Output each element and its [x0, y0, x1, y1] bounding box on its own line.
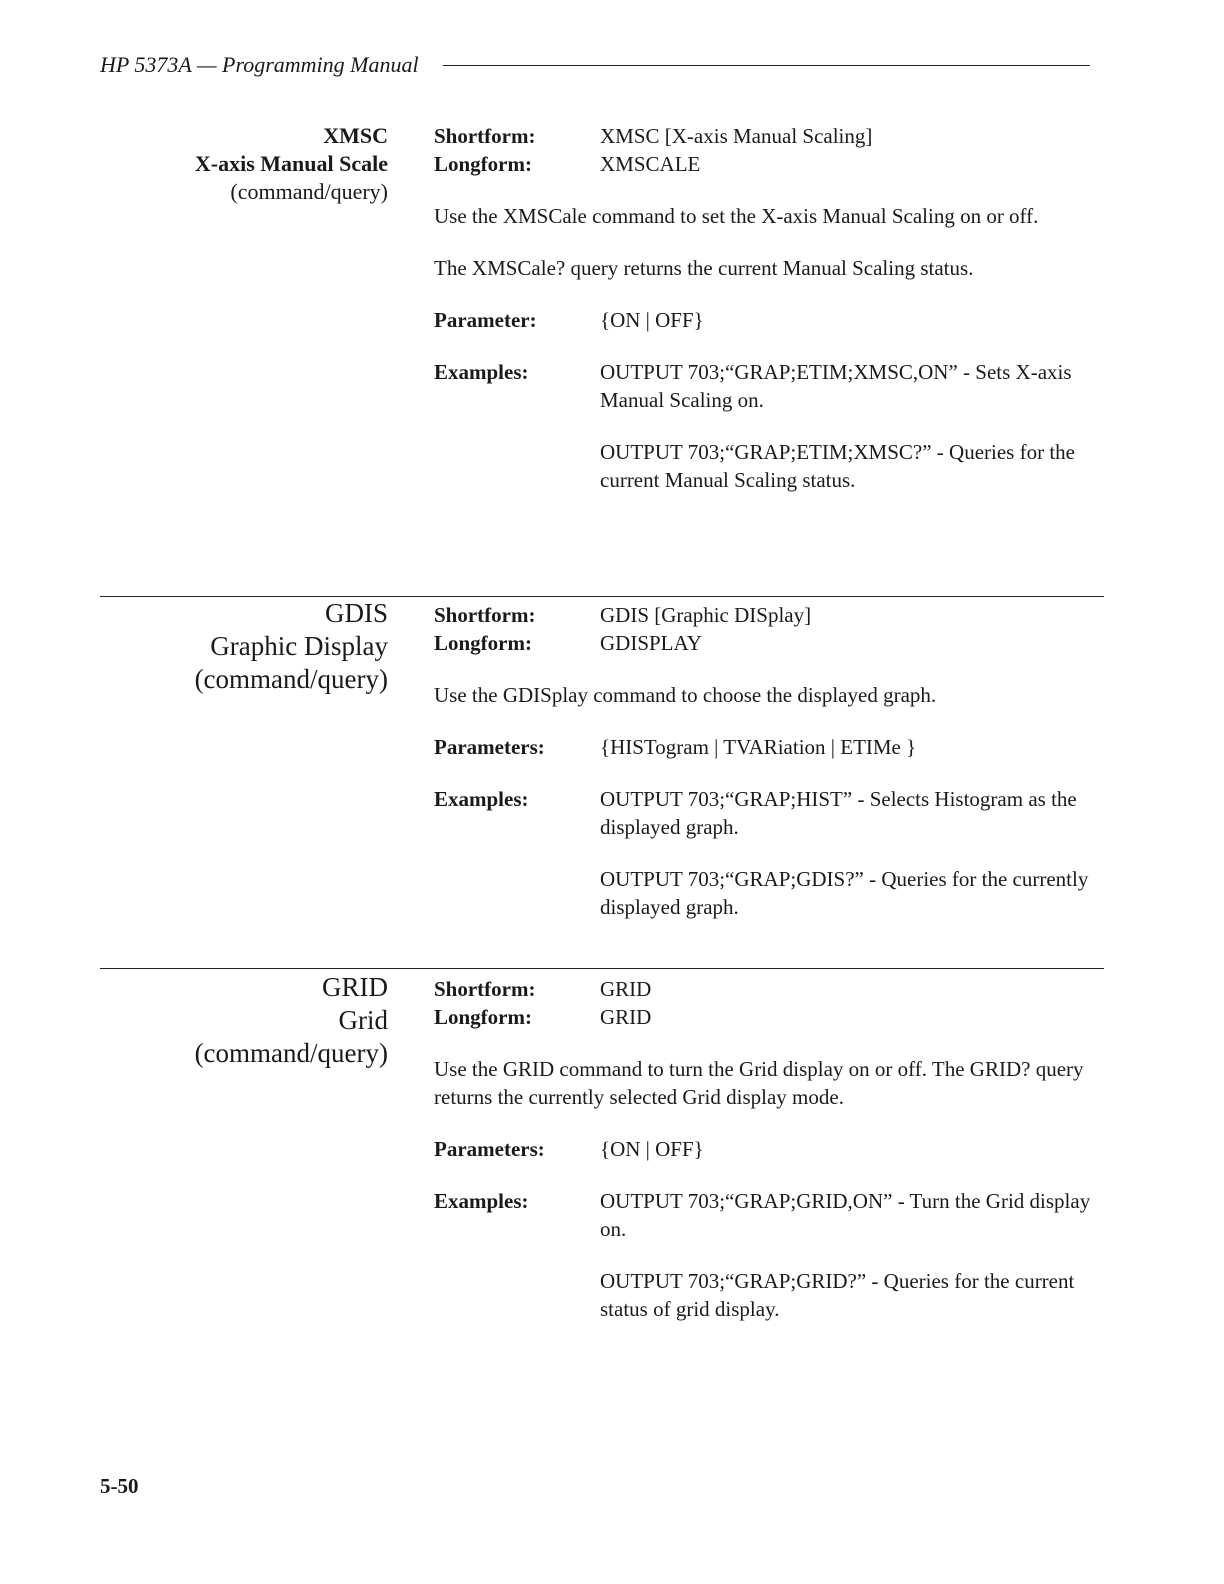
command-name: Grid: [338, 1005, 388, 1035]
command-name: Graphic Display: [210, 631, 388, 661]
section-grid: [100, 968, 1104, 1321]
parameter-value: {ON | OFF}: [600, 1137, 704, 1161]
section-label: [100, 597, 388, 696]
examples-row: [434, 785, 1104, 841]
examples-row: [434, 1187, 1104, 1243]
section-label: [100, 971, 388, 1070]
shortform-row: [434, 975, 1104, 1003]
section-label: [100, 122, 388, 206]
longform-value: GRID: [600, 1005, 652, 1029]
section-content: [434, 122, 1104, 494]
examples-row: [434, 358, 1104, 414]
longform-label: Longform:: [434, 1005, 532, 1029]
examples-label: Examples:: [434, 1189, 529, 1213]
shortform-label: Shortform:: [434, 603, 536, 627]
parameter-value: {ON | OFF}: [600, 308, 704, 332]
shortform-value: GRID: [600, 977, 652, 1001]
parameter-row: [434, 306, 1104, 334]
shortform-label: Shortform:: [434, 977, 536, 1001]
longform-value: XMSCALE: [600, 152, 701, 176]
command-mnemonic: XMSC: [323, 123, 388, 148]
example-2: OUTPUT 703;“GRAP;ETIM;XMSC?” - Queries for the current Manual Scaling status.: [600, 440, 1075, 492]
description: Use the GDISplay command to choose the displayed graph.: [434, 683, 937, 707]
shortform-value: XMSC [X-axis Manual Scaling]: [600, 124, 873, 148]
example-2: OUTPUT 703;“GRAP;GDIS?” - Queries for the currently displayed graph.: [600, 867, 1089, 919]
shortform-label: Shortform:: [434, 124, 536, 148]
longform-row: [434, 1003, 1104, 1031]
section-content: [434, 601, 1104, 921]
longform-label: Longform:: [434, 152, 532, 176]
examples-label: Examples:: [434, 787, 529, 811]
command-mnemonic: GRID: [322, 972, 388, 1002]
command-name: X-axis Manual Scale: [194, 151, 388, 176]
examples-label: Examples:: [434, 360, 529, 384]
header-title: HP 5373A — Programming Manual: [100, 52, 419, 77]
longform-row: [434, 629, 1104, 657]
parameter-value: {HISTogram | TVARiation | ETIMe }: [600, 735, 917, 759]
shortform-value: GDIS [Graphic DISplay]: [600, 603, 812, 627]
command-type: (command/query): [194, 664, 388, 694]
shortform-row: [434, 122, 1104, 150]
command-type: (command/query): [194, 1038, 388, 1068]
page-number: 5-50: [100, 1474, 139, 1498]
example-1: OUTPUT 703;“GRAP;ETIM;XMSC,ON” - Sets X-axis Manual Scaling on.: [600, 360, 1072, 412]
command-mnemonic: GDIS: [324, 598, 388, 628]
section-gdis: [100, 596, 1104, 919]
header-rule: [443, 65, 1090, 66]
description: Use the GRID command to turn the Grid display on or off. The GRID? query returns the currently selected Grid display mode.: [434, 1057, 1084, 1109]
parameter-label: Parameters:: [434, 735, 545, 759]
longform-row: [434, 150, 1104, 178]
longform-label: Longform:: [434, 631, 532, 655]
parameter-row: [434, 1135, 1104, 1163]
longform-value: GDISPLAY: [600, 631, 702, 655]
command-type: (command/query): [230, 179, 388, 204]
page-header: [100, 48, 1090, 82]
parameter-label: Parameter:: [434, 308, 537, 332]
description: Use the XMSCale command to set the X-axis Manual Scaling on or off.: [434, 204, 1039, 228]
section-content: [434, 975, 1104, 1323]
example-1: OUTPUT 703;“GRAP;GRID,ON” - Turn the Grid display on.: [600, 1189, 1091, 1241]
example-1: OUTPUT 703;“GRAP;HIST” - Selects Histogram as the displayed graph.: [600, 787, 1077, 839]
parameter-label: Parameters:: [434, 1137, 545, 1161]
example-2: OUTPUT 703;“GRAP;GRID?” - Queries for the current status of grid display.: [600, 1269, 1075, 1321]
shortform-row: [434, 601, 1104, 629]
parameter-row: [434, 733, 1104, 761]
description-query: The XMSCale? query returns the current Manual Scaling status.: [434, 256, 974, 280]
